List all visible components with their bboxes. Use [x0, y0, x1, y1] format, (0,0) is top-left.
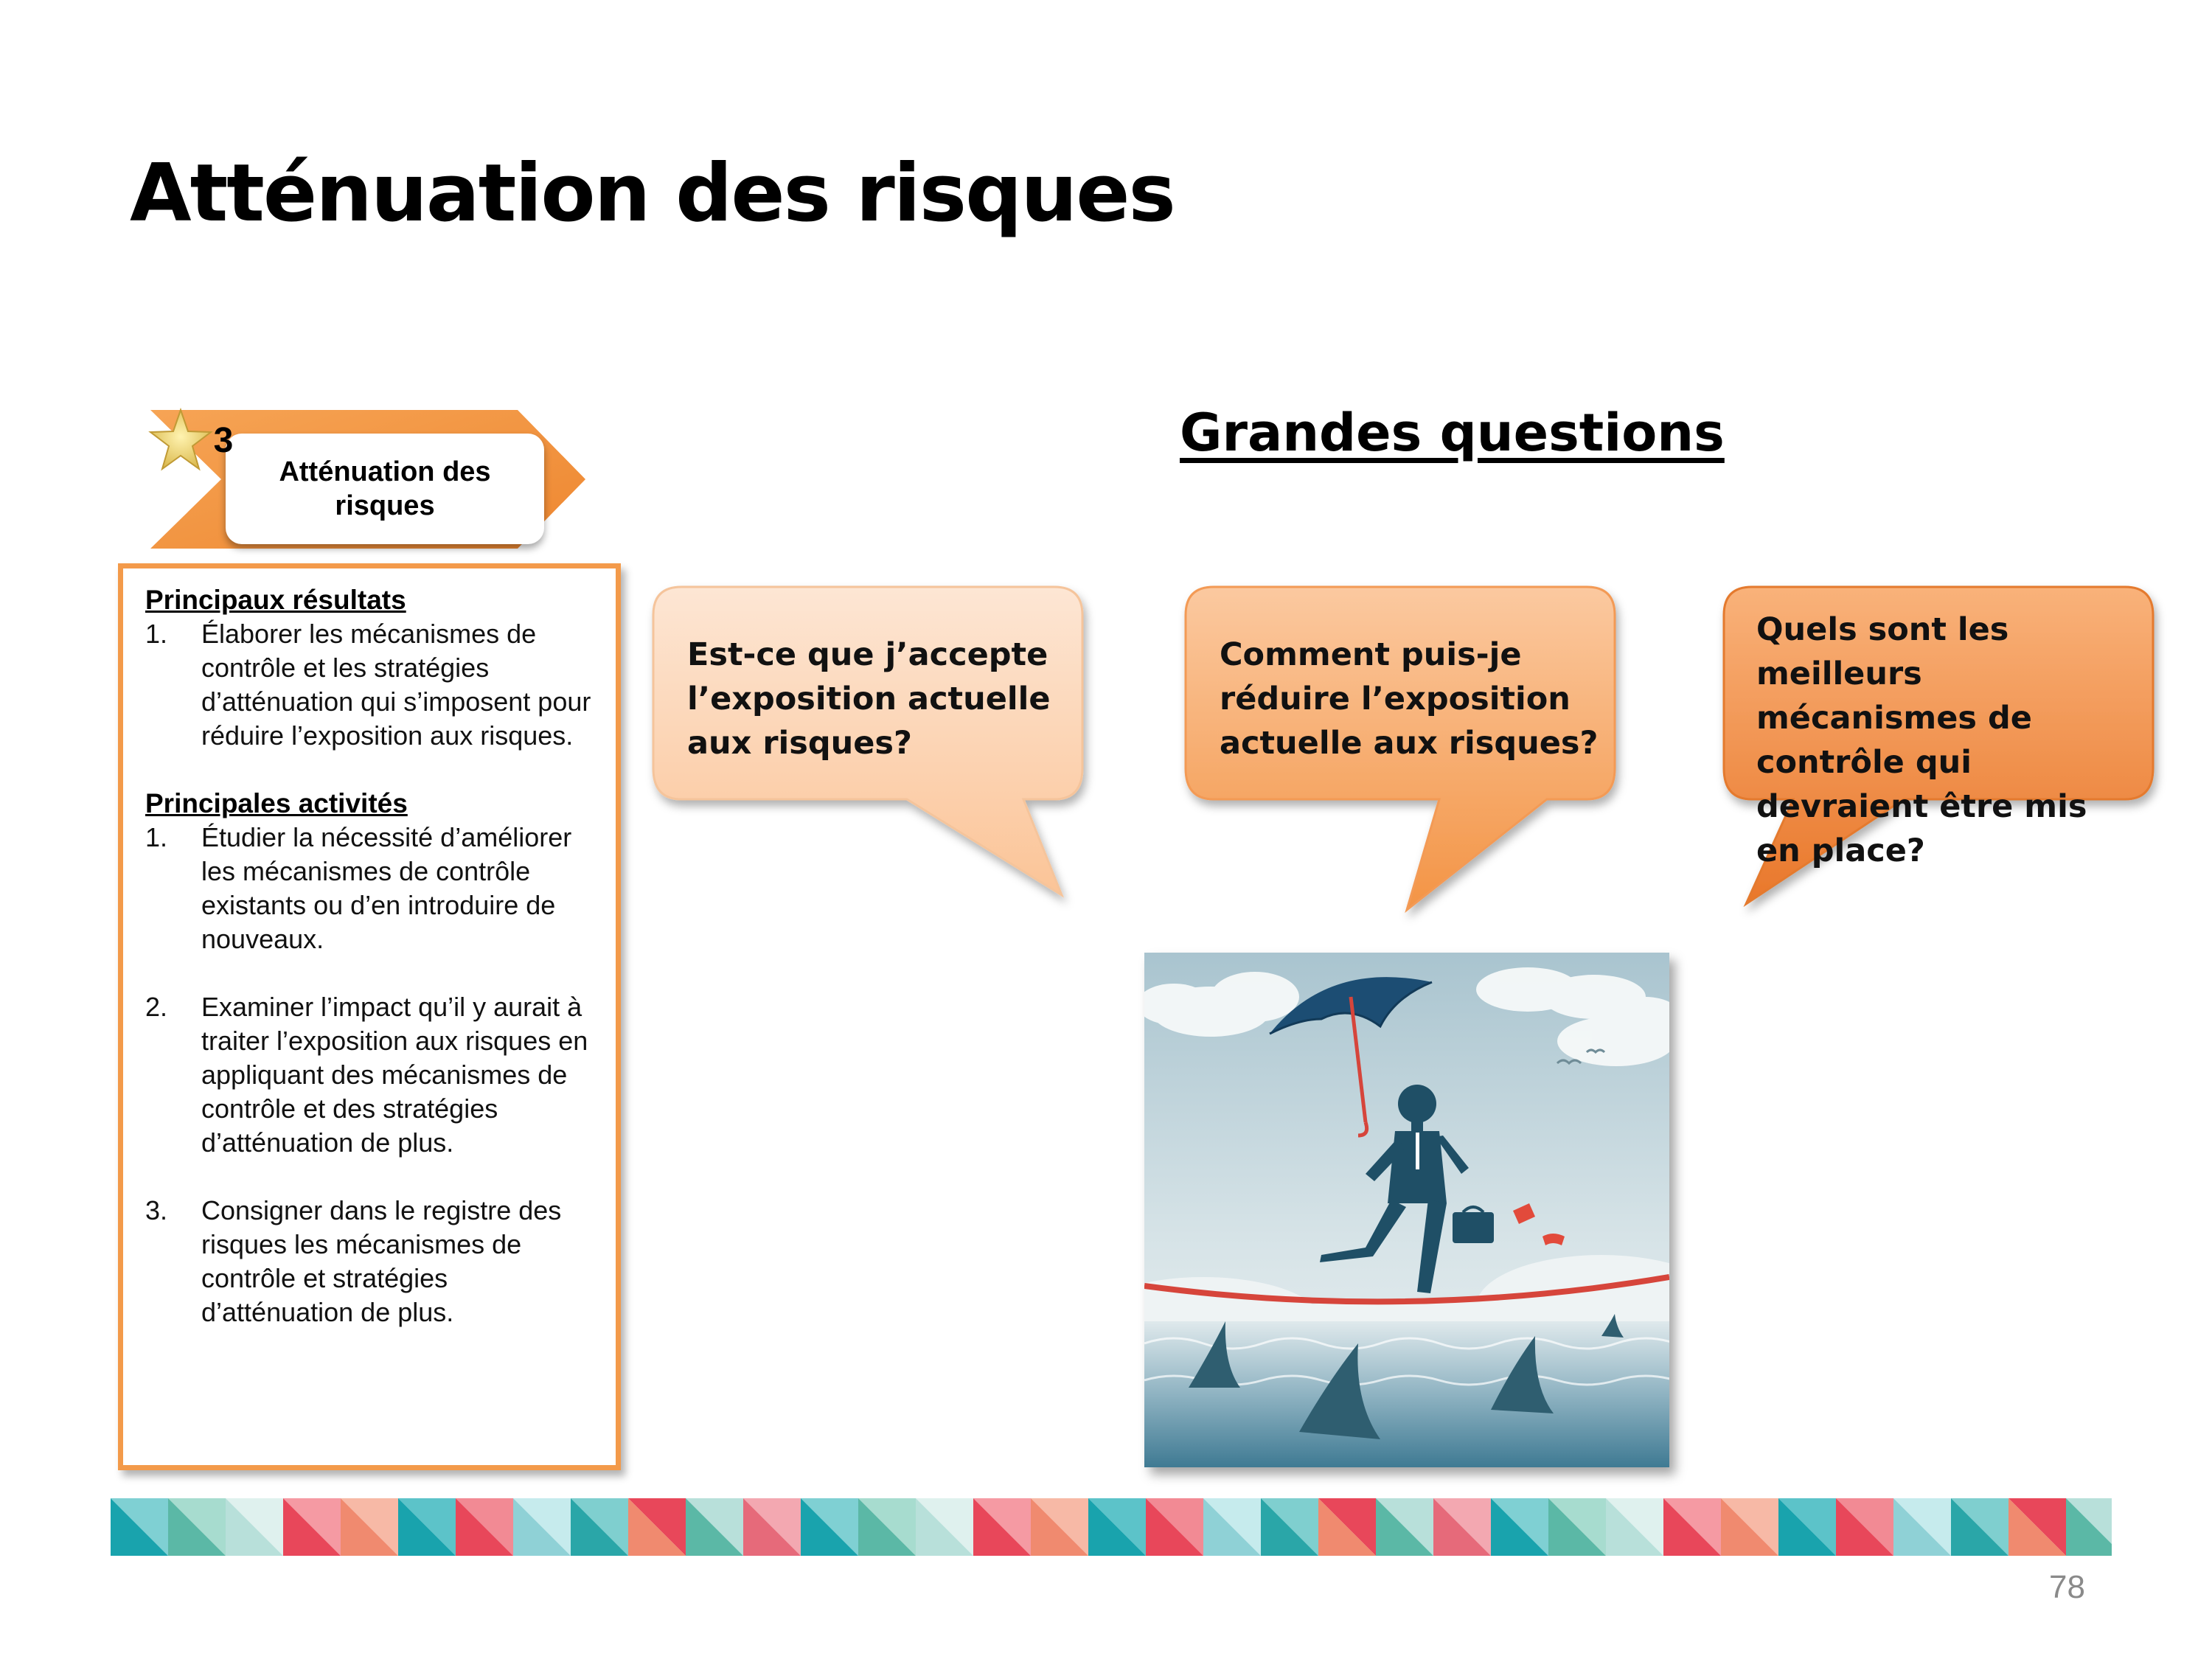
page-number: 78	[2049, 1569, 2085, 1605]
step-label: Atténuation des risques	[226, 434, 544, 544]
list-number: 2.	[145, 992, 168, 1022]
list-item	[145, 821, 599, 956]
step-banner	[147, 407, 590, 554]
list-number: 1.	[145, 619, 168, 649]
tightrope-illustration	[1144, 953, 1669, 1467]
question-bubble-3	[1722, 585, 2165, 910]
list-text: Consigner dans le registre des risques les mécanismes de contrôle et stratégies d’atténuation de plus.	[201, 1195, 562, 1327]
question-text: Est-ce que j’accepte l’exposition actuelle aux risques?	[687, 636, 1051, 762]
list-item	[145, 990, 599, 1160]
list-number: 3.	[145, 1195, 168, 1225]
list-item	[145, 617, 599, 753]
list-number: 1.	[145, 822, 168, 852]
results-list	[145, 617, 599, 753]
list-text: Examiner l’impact qu’il y aurait à traiter l’exposition aux risques en appliquant des mécanismes de contrôle et des stratégies d’atténuation de plus.	[201, 992, 588, 1158]
outcomes-panel	[118, 563, 621, 1470]
list-text: Élaborer les mécanismes de contrôle et les stratégies d’atténuation qui s’imposent pour réduire l’exposition aux risques.	[201, 619, 591, 751]
activities-heading: Principales activités	[145, 788, 408, 818]
activities-list	[145, 821, 599, 1329]
list-item	[145, 1194, 599, 1329]
decorative-triangle-strip	[111, 1498, 2112, 1556]
list-text: Étudier la nécessité d’améliorer les mécanismes de contrôle existants ou d’en introduire de nouveaux.	[201, 822, 572, 954]
question-text: Quels sont les meilleurs mécanismes de contrôle qui devraient être mis en place?	[1756, 611, 2087, 869]
questions-heading: Grandes questions	[1180, 403, 1725, 463]
slide-title: Atténuation des risques	[130, 147, 1175, 240]
results-heading: Principaux résultats	[145, 585, 406, 615]
question-bubble-1	[652, 585, 1094, 902]
question-bubble-2	[1184, 585, 1627, 917]
question-text: Comment puis-je réduire l’exposition actuelle aux risques?	[1220, 636, 1599, 762]
step-number: 3	[213, 421, 234, 460]
